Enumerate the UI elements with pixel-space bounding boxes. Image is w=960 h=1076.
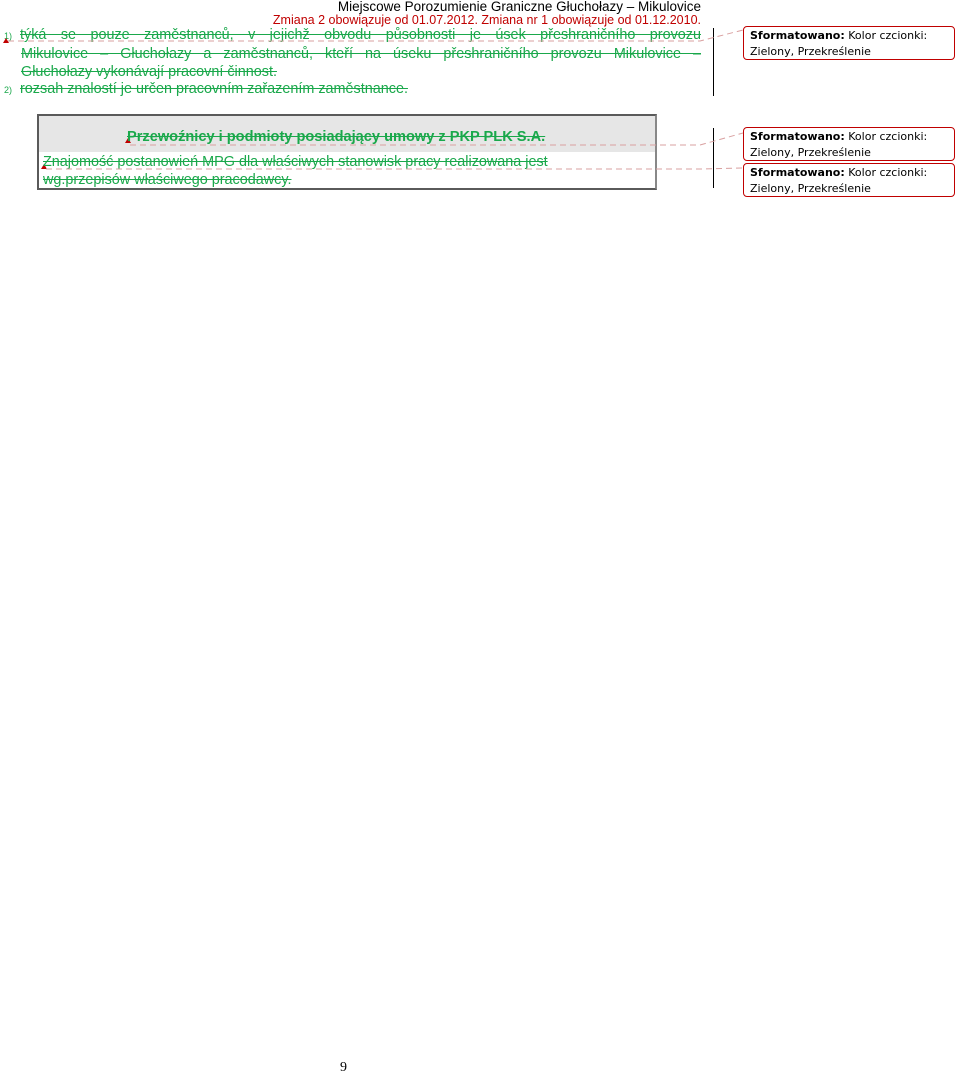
footnote-2-line-1: rozsah znalostí je určen pracovním zařazením zaměstnance. <box>20 81 408 97</box>
footnote-1-line-2: Mikulovice – Głuchołazy a zaměstnanců, kteří na úseku přeshraničního provozu Mikulovice – <box>21 46 701 62</box>
document-header-title: Miejscowe Porozumienie Graniczne Głuchołazy – Mikulovice <box>337 0 701 14</box>
footnote-1-line-1: týká se pouze zaměstnanců, v jejichž obvodu působnosti je úsek přeshraničního provozu <box>20 27 701 43</box>
connector-line <box>46 168 743 169</box>
footnote-1-line-3: Głuchołazy vykonávají pracovní činnost. <box>21 64 277 80</box>
footnote-1-mark: 1) <box>4 31 13 41</box>
comment-label: Sformatowano: <box>750 29 845 42</box>
page-number: 9 <box>340 1060 347 1075</box>
comment-label: Sformatowano: <box>750 166 845 179</box>
connector-line <box>130 133 743 145</box>
footnote-2-mark: 2) <box>4 85 13 95</box>
comment-text: Kolor czcionki: Zielony, Przekreślenie <box>750 29 928 58</box>
carriers-table-title: Przewoźnicy i podmioty posiadający umowy z PKP PLK S.A. <box>127 129 546 145</box>
document-header-change-note: Zmiana 2 obowiązuje od 01.07.2012. Zmiana nr 1 obowiązuje od 01.12.2010. <box>272 13 701 27</box>
comment-label: Sformatowano: <box>750 130 845 143</box>
comment-text: Kolor czcionki: Zielony, Przekreślenie <box>750 166 928 195</box>
comment-connectors <box>0 0 960 220</box>
carriers-table-body: Znajomość postanowień MPG dla właściwych stanowisk pracy realizowana jest wg.przepisów właściwego pracodawcy. <box>43 154 548 188</box>
comment-text: Kolor czcionki: Zielony, Przekreślenie <box>750 130 928 159</box>
connector-line <box>8 30 743 41</box>
